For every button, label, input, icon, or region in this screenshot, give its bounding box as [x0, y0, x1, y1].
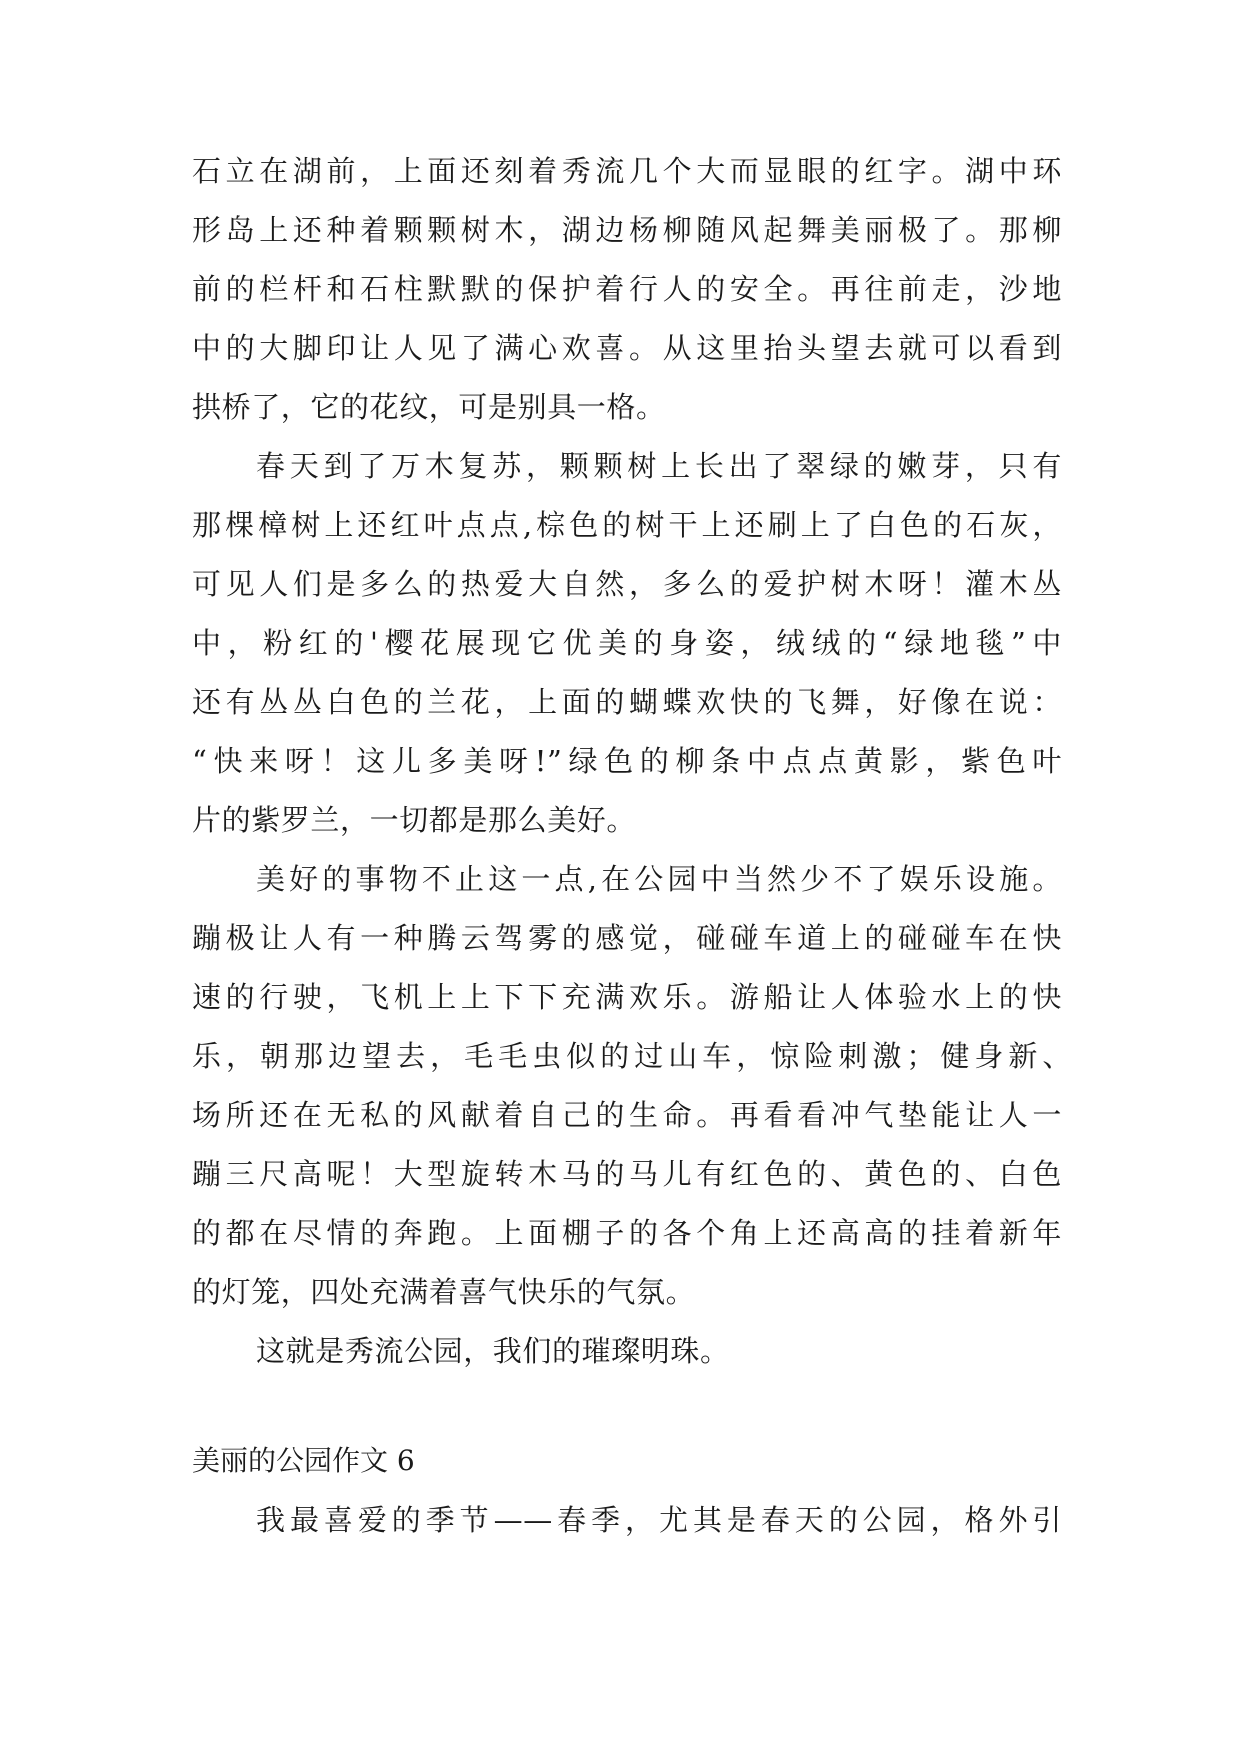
paragraph-3-line-4: 乐，朝那边望去，毛毛虫似的过山车，惊险刺激；健身新、 [192, 1039, 1072, 1073]
paragraph-2-line-7: 片的紫罗兰，一切都是那么美好。 [192, 803, 637, 837]
paragraph-2-line-6: “快来呀！这儿多美呀!”绿色的柳条中点点黄影，紫色叶 [192, 744, 1062, 778]
paragraph-3-line-3: 速的行驶，飞机上上下下充满欢乐。游船让人体验水上的快 [192, 980, 1062, 1014]
paragraph-3-line-5: 场所还在无私的风献着自己的生命。再看看冲气垫能让人一 [192, 1098, 1062, 1132]
paragraph-1-line-3: 前的栏杆和石柱默默的保护着行人的安全。再往前走，沙地 [192, 272, 1062, 306]
paragraph-3-line-8: 的灯笼，四处充满着喜气快乐的气氛。 [192, 1275, 696, 1309]
paragraph-2-line-3: 可见人们是多么的热爱大自然，多么的爱护树木呀！灌木丛 [192, 567, 1062, 601]
paragraph-2-line-5: 还有丛丛白色的兰花，上面的蝴蝶欢快的飞舞，好像在说： [192, 685, 1062, 719]
paragraph-3-line-2: 蹦极让人有一种腾云驾雾的感觉，碰碰车道上的碰碰车在快 [192, 921, 1062, 955]
paragraph-2-line-4: 中，粉红的'樱花展现它优美的身姿，绒绒的“绿地毯”中 [192, 626, 1062, 660]
paragraph-3-line-7: 的都在尽情的奔跑。上面棚子的各个角上还高高的挂着新年 [192, 1216, 1062, 1250]
paragraph-1-line-4: 中的大脚印让人见了满心欢喜。从这里抬头望去就可以看到 [192, 331, 1062, 365]
paragraph-2-line-1: 春天到了万木复苏，颗颗树上长出了翠绿的嫩芽，只有 [256, 449, 1062, 483]
paragraph-1-line-1: 石立在湖前，上面还刻着秀流几个大而显眼的红字。湖中环 [192, 154, 1062, 188]
section-heading: 美丽的公园作文 6 [192, 1444, 415, 1477]
paragraph-1-line-2: 形岛上还种着颗颗树木，湖边杨柳随风起舞美丽极了。那柳 [192, 213, 1062, 247]
paragraph-2-line-2: 那棵樟树上还红叶点点,棕色的树干上还刷上了白色的石灰， [192, 508, 1062, 542]
paragraph-1-line-5: 拱桥了，它的花纹，可是别具一格。 [192, 390, 666, 424]
paragraph-5-line-1: 我最喜爱的季节——春季，尤其是春天的公园，格外引 [256, 1503, 1062, 1537]
paragraph-3-line-6: 蹦三尺高呢！大型旋转木马的马儿有红色的、黄色的、白色 [192, 1157, 1062, 1191]
paragraph-3-line-1: 美好的事物不止这一点,在公园中当然少不了娱乐设施。 [256, 862, 1062, 896]
paragraph-4-line-1: 这就是秀流公园，我们的璀璨明珠。 [256, 1334, 730, 1368]
